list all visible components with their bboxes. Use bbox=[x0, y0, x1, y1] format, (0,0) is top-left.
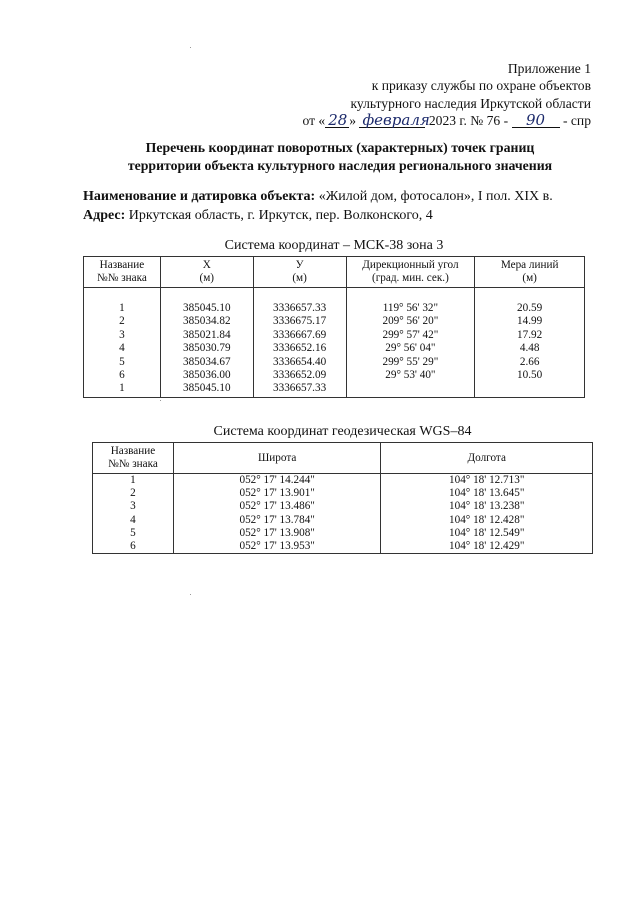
table-row bbox=[84, 329, 585, 342]
handwritten-day: 28 bbox=[325, 114, 349, 128]
latitude: 052° 17' 13.486" bbox=[173, 500, 381, 513]
date-quote-close: » bbox=[349, 112, 357, 128]
line-length: 20.59 bbox=[517, 302, 543, 314]
point-number: 4 bbox=[84, 342, 161, 355]
point-number: 1 bbox=[84, 302, 161, 315]
msk-spacer-row bbox=[84, 288, 585, 303]
document-title bbox=[40, 139, 639, 175]
table-row bbox=[84, 369, 585, 382]
object-name-label: Наименование и датировка объекта: bbox=[83, 189, 316, 204]
point-number: 5 bbox=[93, 527, 174, 540]
wgs-caption: Система координат геодезическая WGS–84 bbox=[213, 424, 472, 439]
msk-header-name: Название №№ знака bbox=[84, 257, 161, 288]
direction-angle: 299° 57' 42" bbox=[346, 329, 475, 342]
longitude: 104° 18' 12.428" bbox=[449, 513, 525, 526]
table-row bbox=[84, 356, 585, 369]
scan-speck bbox=[160, 400, 161, 401]
table-row bbox=[84, 315, 585, 328]
appendix-title: Приложение 1 bbox=[507, 61, 591, 76]
coord-x: 385030.79 bbox=[160, 342, 253, 355]
table-row bbox=[84, 382, 585, 397]
object-name-line bbox=[83, 187, 603, 206]
longitude: 104° 18' 13.238" bbox=[449, 500, 525, 513]
direction-angle: 29° 53' 40" bbox=[346, 369, 475, 382]
latitude: 052° 17' 13.784" bbox=[173, 514, 381, 527]
line-length: 17.92 bbox=[517, 328, 543, 341]
table-row bbox=[93, 474, 593, 488]
direction-angle: 119° 56' 32" bbox=[346, 302, 475, 315]
coord-x: 385021.84 bbox=[160, 329, 253, 342]
msk-header-angle: Дирекционный угол (град. мин. сек.) bbox=[346, 257, 475, 288]
table-row bbox=[93, 500, 593, 513]
msk-header-x: X (м) bbox=[160, 257, 253, 288]
latitude: 052° 17' 13.901" bbox=[173, 487, 381, 500]
scan-speck bbox=[190, 594, 191, 595]
point-number: 2 bbox=[84, 315, 161, 328]
point-number: 6 bbox=[93, 540, 174, 554]
coord-x: 385045.10 bbox=[160, 382, 253, 397]
appendix-authority-line: культурного наследия Иркутской области bbox=[350, 95, 591, 111]
point-number: 1 bbox=[93, 474, 174, 488]
point-number: 6 bbox=[84, 369, 161, 382]
point-number: 3 bbox=[93, 500, 174, 513]
number-suffix: - спр bbox=[562, 112, 591, 128]
table-row bbox=[84, 302, 585, 315]
point-number: 3 bbox=[84, 329, 161, 342]
appendix-order-line: к приказу службы по охране объектов bbox=[371, 78, 591, 94]
line-length: 2.66 bbox=[519, 355, 540, 368]
handwritten-number: 90 bbox=[512, 114, 560, 128]
msk-header-y: У (м) bbox=[253, 257, 346, 288]
table-row bbox=[93, 514, 593, 527]
coord-y: 3336652.16 bbox=[253, 342, 346, 355]
longitude: 104° 18' 13.645" bbox=[449, 487, 525, 500]
latitude: 052° 17' 13.953" bbox=[173, 540, 381, 554]
scan-speck bbox=[190, 47, 191, 48]
coord-y: 3336657.33 bbox=[253, 302, 346, 315]
msk-caption: Система координат – МСК-38 зона 3 bbox=[224, 238, 444, 253]
point-number: 4 bbox=[93, 514, 174, 527]
appendix-block bbox=[261, 60, 591, 129]
object-address-value: Иркутская область, г. Иркутск, пер. Волконского, 4 bbox=[128, 208, 433, 223]
msk-header-row bbox=[84, 257, 585, 288]
longitude: 104° 18' 12.429" bbox=[449, 540, 525, 553]
coord-y: 3336657.33 bbox=[253, 382, 346, 397]
coord-x: 385036.00 bbox=[160, 369, 253, 382]
direction-angle: 299° 55' 29" bbox=[346, 356, 475, 369]
msk-header-length: Мера линий (м) bbox=[475, 257, 585, 288]
point-number: 5 bbox=[84, 356, 161, 369]
wgs-header-latitude: Широта bbox=[173, 443, 381, 474]
handwritten-month: февраля bbox=[359, 114, 425, 128]
latitude: 052° 17' 14.244" bbox=[173, 474, 381, 488]
table-row bbox=[93, 487, 593, 500]
date-prefix: от « bbox=[302, 112, 326, 128]
direction-angle: 29° 56' 04" bbox=[346, 342, 475, 355]
line-length bbox=[475, 382, 585, 397]
object-name-value: «Жилой дом, фотосалон», I пол. XIX в. bbox=[318, 189, 553, 204]
coord-y: 3336654.40 bbox=[253, 356, 346, 369]
latitude: 052° 17' 13.908" bbox=[173, 527, 381, 540]
wgs-header-name: Название №№ знака bbox=[93, 443, 174, 474]
object-address-label: Адрес: bbox=[83, 208, 126, 223]
longitude: 104° 18' 12.549" bbox=[449, 526, 525, 539]
longitude: 104° 18' 12.713" bbox=[449, 474, 525, 486]
table-row bbox=[93, 540, 593, 554]
year-and-number: 2023 г. № 76 - bbox=[428, 112, 509, 128]
line-length: 10.50 bbox=[517, 369, 543, 382]
wgs-header-longitude: Долгота bbox=[381, 443, 593, 474]
msk-coordinates-table bbox=[83, 256, 585, 398]
table-row bbox=[84, 342, 585, 355]
wgs-header-row bbox=[93, 443, 593, 474]
point-number: 2 bbox=[93, 487, 174, 500]
line-length: 14.99 bbox=[517, 315, 543, 328]
coord-y: 3336652.09 bbox=[253, 369, 346, 382]
title-line-1: Перечень координат поворотных (характерных) точек границ bbox=[145, 140, 535, 155]
coord-x: 385045.10 bbox=[160, 302, 253, 315]
title-line-2: территории объекта культурного наследия регионального значения bbox=[127, 158, 553, 173]
line-length: 4.48 bbox=[519, 342, 540, 355]
table-row bbox=[93, 527, 593, 540]
coord-y: 3336675.17 bbox=[253, 315, 346, 328]
appendix-date-line bbox=[261, 112, 591, 129]
point-number: 1 bbox=[84, 382, 161, 397]
object-info bbox=[83, 187, 603, 225]
object-address-line bbox=[83, 206, 603, 225]
direction-angle bbox=[346, 382, 475, 397]
coord-x: 385034.82 bbox=[160, 315, 253, 328]
wgs-coordinates-table bbox=[92, 442, 593, 554]
coord-y: 3336667.69 bbox=[253, 329, 346, 342]
direction-angle: 209° 56' 20" bbox=[346, 315, 475, 328]
coord-x: 385034.67 bbox=[160, 356, 253, 369]
